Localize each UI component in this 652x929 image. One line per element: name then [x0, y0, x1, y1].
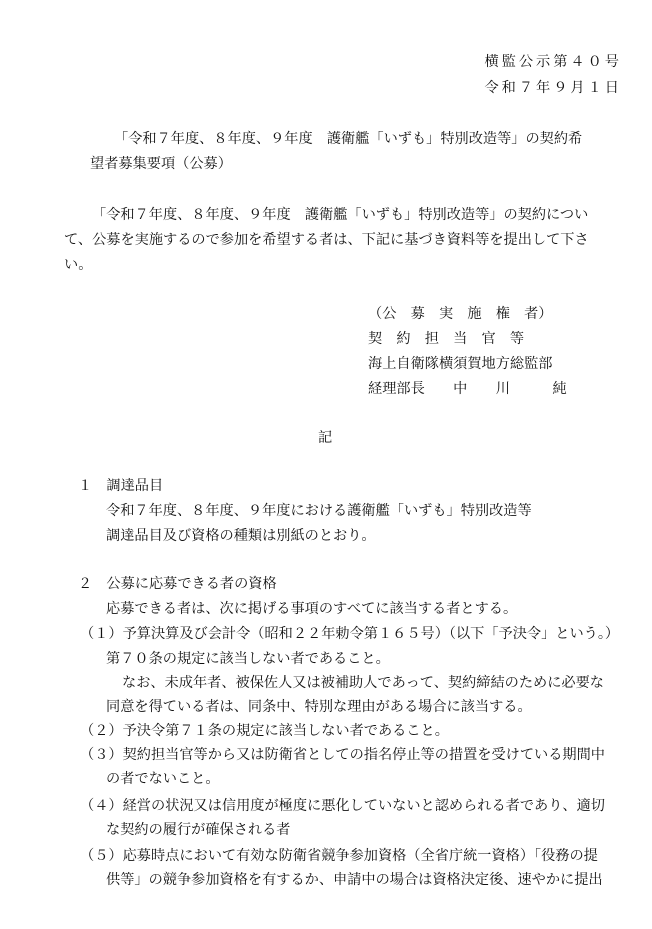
section-2-heading: ２ 公募に応募できる者の資格	[78, 576, 277, 592]
document-title-line-1: 「令和７年度、８年度、９年度 護衛艦「いずも」特別改造等」の契約希	[114, 131, 583, 147]
authority-label: （公 募 実 施 権 者）	[368, 306, 553, 322]
item-2-line-1: （２）予決令第７１条の規定に該当しない者であること。	[80, 723, 449, 739]
document-number: 横監公示第４０号	[484, 54, 622, 70]
item-1-line-2: 第７０条の規定に該当しない者であること。	[106, 651, 390, 667]
intro-line-2: て、公募を実施するので参加を希望する者は、下記に基づき資料等を提出して下さ	[64, 232, 589, 248]
item-5-line-2: 供等」の競争参加資格を有するか、申請中の場合は資格決定後、速やかに提出	[106, 872, 603, 888]
authority-role: 契 約 担 当 官 等	[368, 331, 525, 347]
item-3-line-2: の者でないこと。	[106, 771, 220, 787]
item-3-line-1: （３）契約担当官等から又は防衛省としての指名停止等の措置を受けている期間中	[80, 747, 605, 763]
document-date: 令和７年９月１日	[484, 80, 622, 96]
section-1-line-1: 令和７年度、８年度、９年度における護衛艦「いずも」特別改造等	[106, 503, 532, 519]
section-1-line-2: 調達品目及び資格の種類は別紙のとおり。	[106, 528, 376, 544]
item-4-line-2: な契約の履行が確保される者	[106, 822, 291, 838]
item-5-line-1: （５）応募時点において有効な防衛省競争参加資格（全省庁統一資格）「役務の提	[80, 848, 598, 864]
item-4-line-1: （４）経営の状況又は信用度が極度に悪化していないと認められる者であり、適切	[80, 798, 605, 814]
ki-heading: 記	[318, 430, 333, 446]
item-1-line-1: （１）予算決算及び会計令（昭和２２年勅令第１６５号）（以下「予決令」という。）	[80, 626, 620, 642]
section-2-intro: 応募できる者は、次に掲げる事項のすべてに該当する者とする。	[106, 601, 518, 617]
authority-name: 経理部長 中 川 純	[368, 381, 567, 397]
section-1-heading: １ 調達品目	[78, 478, 164, 494]
intro-line-3: い。	[64, 257, 93, 273]
authority-organization: 海上自衛隊横須賀地方総監部	[368, 356, 553, 372]
document-title-line-2: 望者募集要項（公募）	[90, 156, 232, 172]
item-1-note-line-1: なお、未成年者、被保佐人又は被補助人であって、契約締結のために必要な	[122, 675, 604, 691]
intro-line-1: 「令和７年度、８年度、９年度 護衛艦「いずも」特別改造等」の契約につい	[92, 207, 589, 223]
item-1-note-line-2: 同意を得ている者は、同条中、特別な理由がある場合に該当する。	[106, 699, 532, 715]
